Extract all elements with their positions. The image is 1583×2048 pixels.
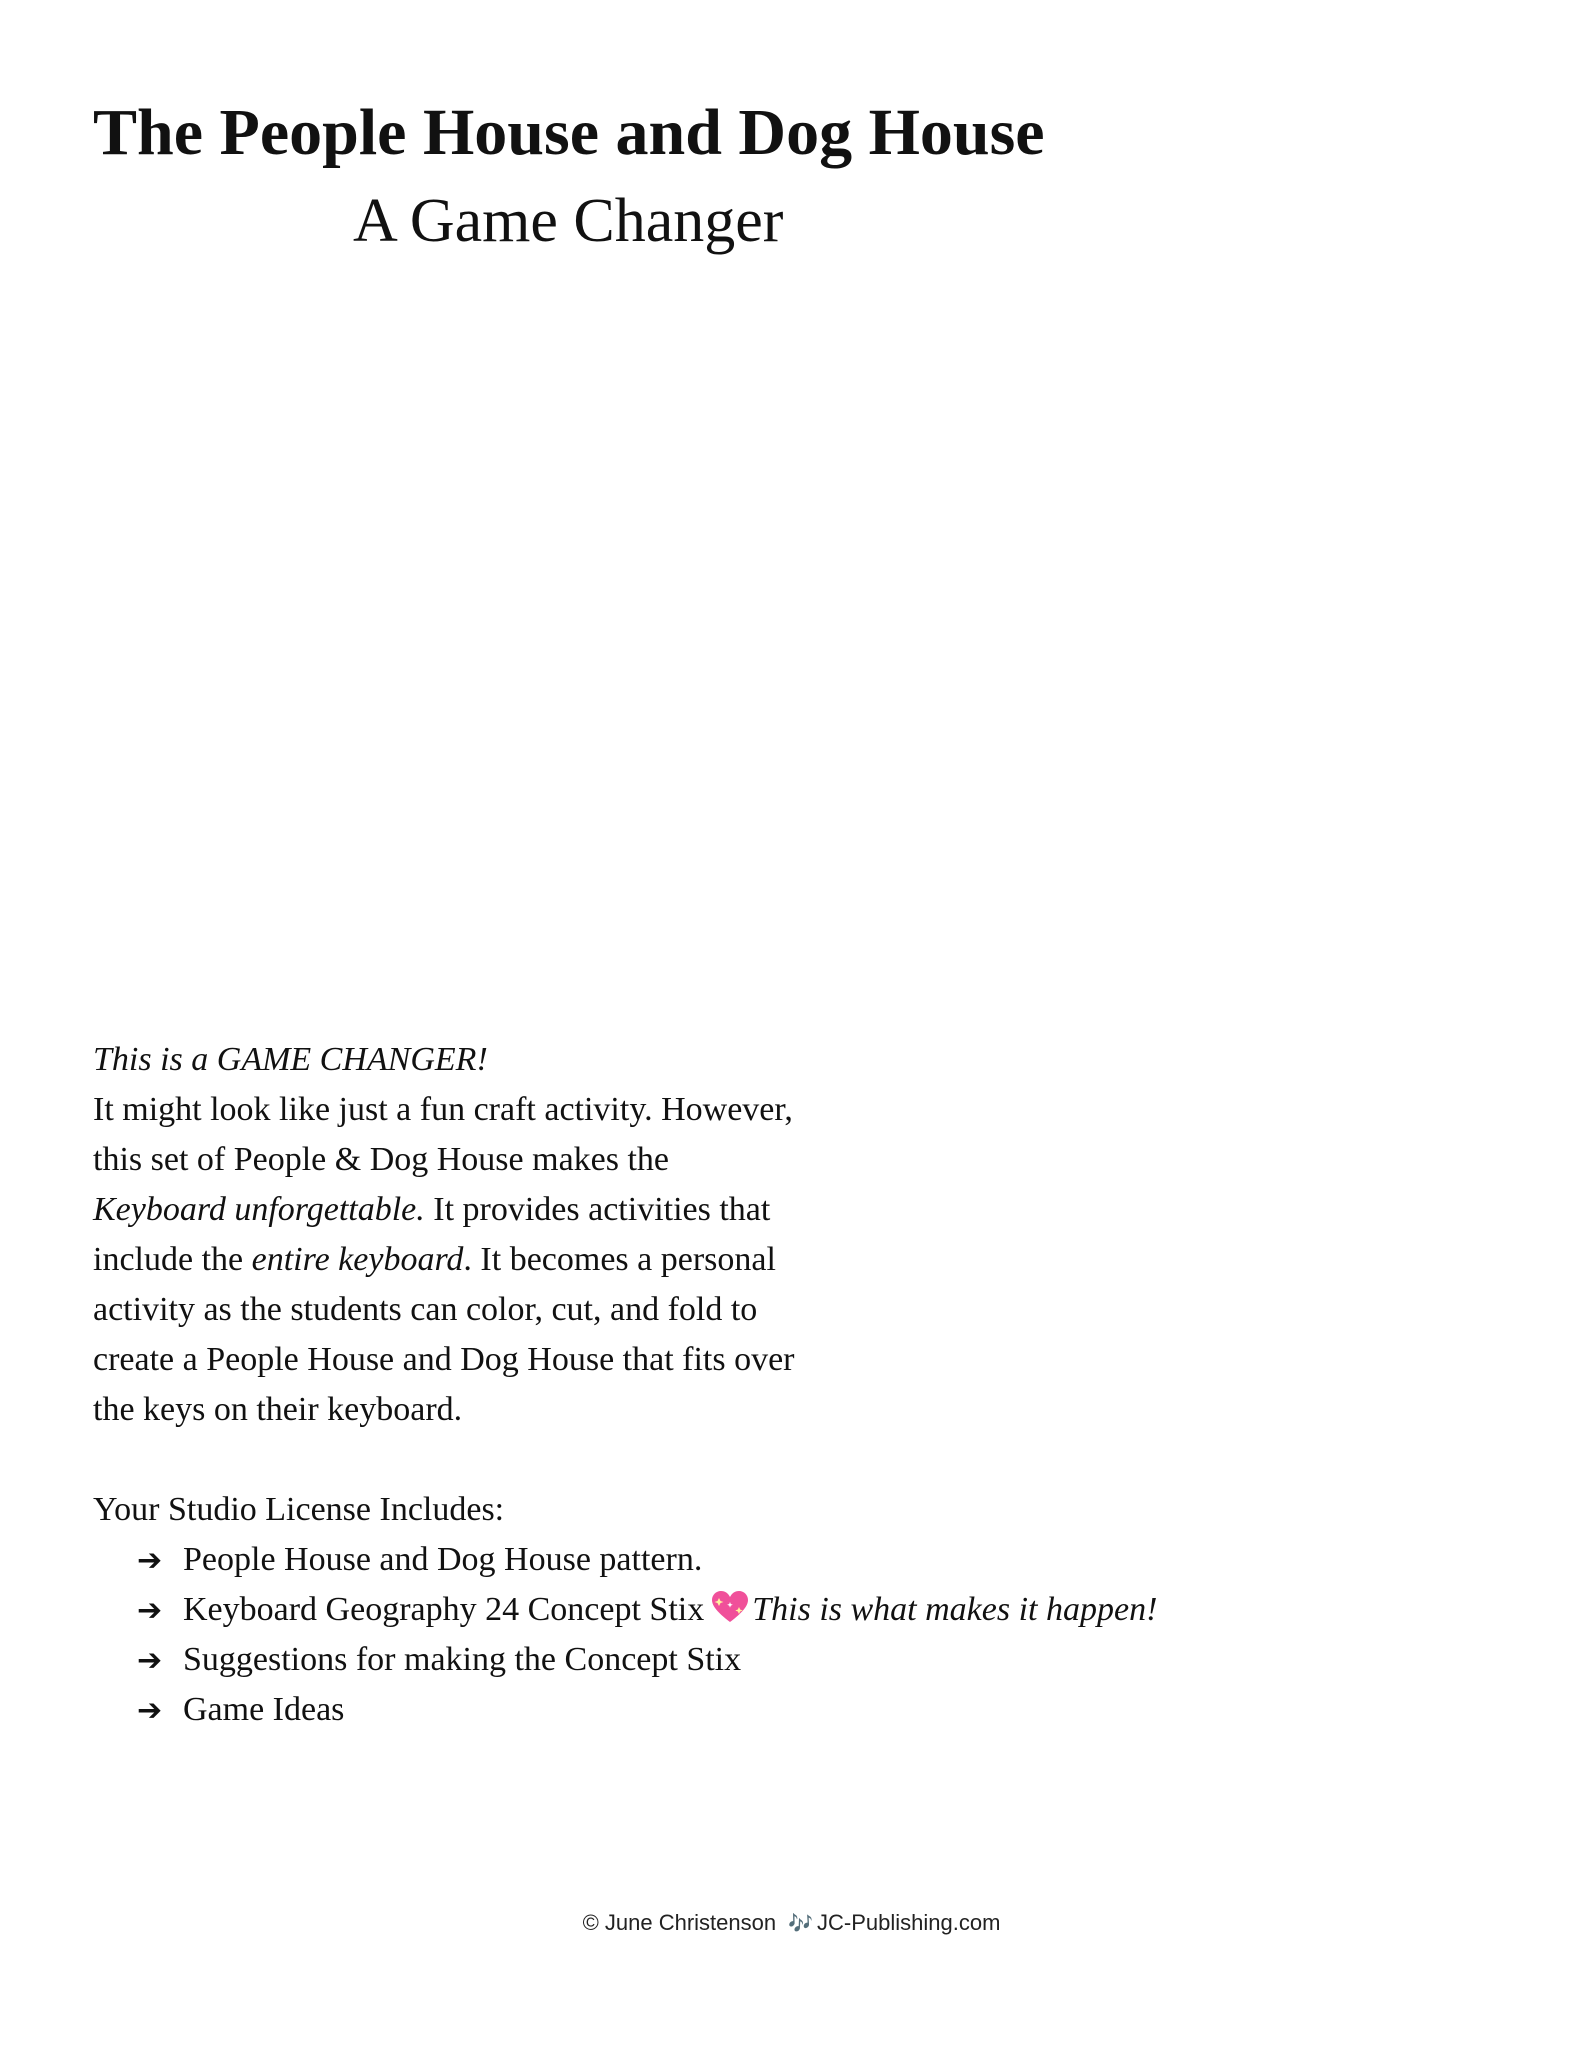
musical-notes-icon: 🎶	[788, 1911, 814, 1935]
intro-line-1: It might look like just a fun craft activity. However,	[93, 1091, 793, 1128]
arrow-icon: ➔	[137, 1643, 163, 1678]
intro-line-4	[93, 1235, 913, 1285]
license-item	[93, 1685, 913, 1735]
paragraph-spacer	[93, 1435, 913, 1485]
arrow-icon: ➔	[137, 1593, 163, 1628]
intro-line-3-italic: Keyboard unforgettable.	[93, 1191, 425, 1228]
sparkling-heart-icon	[710, 1590, 750, 1624]
license-item	[93, 1535, 913, 1585]
license-item-tagline: This is what makes it happen!	[752, 1591, 1158, 1628]
intro-line-4-start: include the	[93, 1241, 252, 1278]
footer-copyright: © June Christenson	[582, 1910, 777, 1935]
intro-line-3-rest: It provides activities that	[424, 1191, 771, 1228]
intro-lead: This is a GAME CHANGER!	[93, 1041, 488, 1078]
document-title: The People House and Dog House	[93, 96, 1045, 169]
document-subtitle: A Game Changer	[353, 187, 784, 255]
license-item-text: People House and Dog House pattern.	[183, 1541, 703, 1578]
license-item-text: Suggestions for making the Concept Stix	[183, 1641, 742, 1678]
intro-line-7: the keys on their keyboard.	[93, 1391, 463, 1428]
intro-lead-line	[93, 1035, 913, 1085]
intro-line-4-rest: . It becomes a personal	[463, 1241, 776, 1278]
license-item	[93, 1635, 913, 1685]
license-list	[93, 1535, 1158, 1735]
license-item-text: Keyboard Geography 24 Concept Stix	[183, 1591, 705, 1628]
body-text	[93, 1035, 1158, 1735]
intro-line-3	[93, 1185, 913, 1235]
license-heading: Your Studio License Includes:	[93, 1491, 505, 1528]
footer-site-link[interactable]: JC-Publishing.com	[817, 1910, 1001, 1935]
arrow-icon: ➔	[137, 1543, 163, 1578]
intro-line-5: activity as the students can color, cut, and fold to	[93, 1291, 758, 1328]
intro-line-6: create a People House and Dog House that fits over	[93, 1341, 795, 1378]
intro-line-4-italic: entire keyboard	[251, 1241, 464, 1278]
intro-line-2: this set of People & Dog House makes the	[93, 1141, 670, 1178]
license-item	[93, 1585, 1158, 1635]
page-footer	[0, 1910, 1583, 1936]
arrow-icon: ➔	[137, 1693, 163, 1728]
license-item-text: Game Ideas	[183, 1691, 345, 1728]
